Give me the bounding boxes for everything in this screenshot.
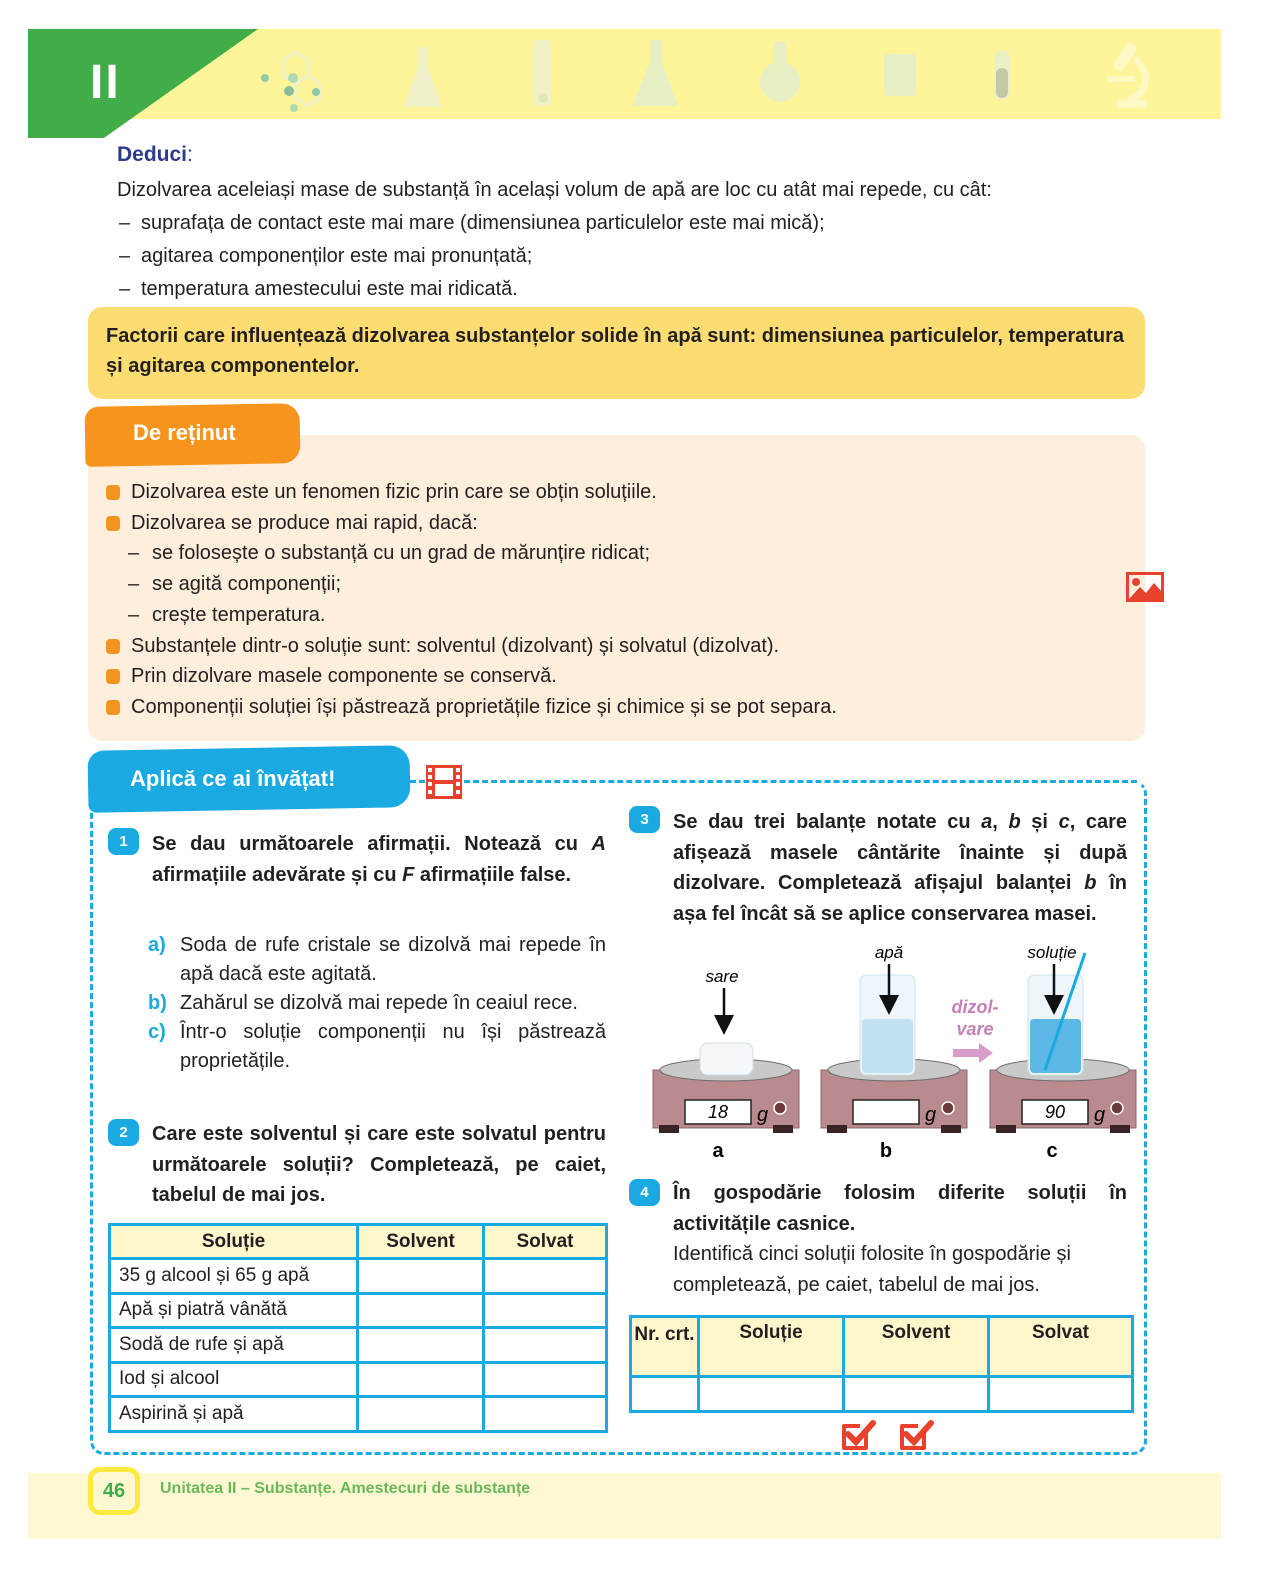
item-text: Zahărul se dizolvă mai repede în ceaiul rece. <box>180 992 578 1014</box>
svg-text:a: a <box>712 1140 724 1162</box>
svg-text:90: 90 <box>1044 1102 1065 1122</box>
q3-text-part: în așa fel încât să se aplice conservarea masei. <box>673 872 1127 925</box>
table-cell <box>358 1293 484 1328</box>
table-row <box>110 1397 607 1432</box>
table-header: Solvent <box>358 1225 484 1259</box>
household-solutions-table <box>629 1315 1134 1413</box>
footer-unit-title: Unitatea II – Substanțe. Amestecuri de substanțe <box>160 1480 531 1497</box>
question-number-badge: 1 <box>108 828 139 855</box>
unit-number: II <box>90 56 121 109</box>
table-cell <box>484 1259 607 1294</box>
balance-scales-illustration <box>645 935 1145 1170</box>
table-cell <box>358 1362 484 1397</box>
table-cell <box>699 1377 844 1412</box>
retinut-title: De reținut <box>133 420 236 445</box>
q3-text-italic: b <box>1008 811 1021 833</box>
table-header: Solvat <box>484 1225 607 1259</box>
microscope-icon <box>1105 40 1155 112</box>
erlenmeyer-flask-icon <box>400 45 445 110</box>
svg-text:soluție: soluție <box>1027 943 1077 962</box>
table-cell <box>484 1362 607 1397</box>
question-3-text <box>673 807 1127 929</box>
table-cell <box>484 1328 607 1363</box>
svg-text:apă: apă <box>874 943 904 962</box>
q1-text-italic: A <box>591 833 606 855</box>
table-cell <box>484 1397 607 1432</box>
thermometer-icon <box>525 38 560 110</box>
table-row <box>110 1362 607 1397</box>
deduci-title: Deduci <box>117 143 188 166</box>
q3-text-italic: c <box>1058 811 1070 833</box>
statement-item <box>148 931 606 989</box>
question-number-badge: 3 <box>629 806 660 833</box>
deduci-colon: : <box>187 143 193 166</box>
table-header-row <box>110 1225 607 1259</box>
q1-text-part: afirmațiile adevărate și cu <box>152 863 403 886</box>
deduci-item: – temperatura amestecului este mai ridicată. <box>117 273 1157 306</box>
statement-item <box>148 989 606 1018</box>
retinut-bullet: Dizolvarea este un fenomen fizic prin care se obțin soluțiile. <box>104 477 1104 508</box>
aplica-title: Aplică ce ai învățat! <box>130 766 336 791</box>
retinut-subitem: – se agită componenții; <box>104 569 1104 600</box>
table-header: Nr. crt. <box>631 1317 699 1377</box>
conclusion-box: Factorii care influențează dizolvarea substanțelor solide în apă sunt: dimensiunea particulelor, temperatura și agitarea componentelor. <box>88 307 1145 399</box>
statement-item <box>148 1018 606 1076</box>
video-icon[interactable] <box>424 763 464 801</box>
deduci-body <box>117 174 1157 306</box>
table-header-row <box>631 1317 1133 1377</box>
q1-text-part: afirmațiile false. <box>414 863 572 886</box>
q3-text-part: Se dau trei balanțe notate cu <box>673 811 982 833</box>
question-4-text <box>673 1178 1127 1300</box>
svg-text:18: 18 <box>707 1102 728 1122</box>
table-cell <box>631 1377 699 1412</box>
checkbox-checked-icon[interactable] <box>898 1418 934 1452</box>
table-row <box>631 1377 1133 1412</box>
checkbox-checked-icon[interactable] <box>840 1418 876 1452</box>
retinut-bullet: Substanțele dintr-o soluție sunt: solventul (dizolvant) și solvatul (dizolvat). <box>104 631 1104 662</box>
retinut-bullet: Prin dizolvare masele componente se conservă. <box>104 661 1104 692</box>
molecule-icon <box>258 40 333 115</box>
table-cell: 35 g alcool și 65 g apă <box>110 1259 358 1294</box>
item-label: c) <box>148 1021 166 1043</box>
svg-text:c: c <box>1046 1140 1058 1162</box>
table-cell <box>844 1377 989 1412</box>
table-header: Soluție <box>699 1317 844 1377</box>
table-row <box>110 1328 607 1363</box>
table-cell <box>989 1377 1133 1412</box>
q4-normal-text: Identifică cinci soluții folosite în gospodărie și completează, pe caiet, tabelul de mai jos. <box>673 1243 1071 1296</box>
svg-text:dizol-: dizol- <box>951 997 999 1017</box>
question-1-items <box>148 931 606 1076</box>
q3-text-part: , <box>992 811 1009 833</box>
table-row <box>110 1259 607 1294</box>
table-cell: Aspirină și apă <box>110 1397 358 1432</box>
item-label: a) <box>148 934 166 956</box>
table-row <box>110 1293 607 1328</box>
round-flask-icon <box>755 40 805 105</box>
aplica-frame-top <box>410 780 1137 783</box>
solutions-table <box>108 1223 608 1433</box>
item-text: Soda de rufe cristale se dizolvă mai repede în apă dacă este agitată. <box>180 934 606 985</box>
table-cell <box>358 1328 484 1363</box>
beaker-icon <box>880 50 920 100</box>
table-cell <box>484 1293 607 1328</box>
table-header: Solvent <box>844 1317 989 1377</box>
arrow-right-icon <box>953 1043 993 1063</box>
deduci-item: – agitarea componenților este mai pronunțată; <box>117 240 1157 273</box>
svg-text:g: g <box>757 1104 769 1126</box>
table-header: Soluție <box>110 1225 358 1259</box>
deduci-item: – suprafața de contact este mai mare (dimensiunea particulelor este mai mică); <box>117 207 1157 240</box>
svg-text:sare: sare <box>705 967 739 986</box>
q3-text-part: , care afișează masele cântărite înainte și după dizolvare. Completează afișajul balanței <box>673 811 1128 894</box>
svg-text:b: b <box>879 1140 893 1162</box>
page-number: 46 <box>88 1467 140 1515</box>
svg-text:g: g <box>1094 1104 1106 1126</box>
question-number-badge: 2 <box>108 1119 139 1146</box>
q3-text-italic: a <box>981 811 993 833</box>
deduci-heading <box>117 143 193 167</box>
table-cell <box>358 1259 484 1294</box>
scale-a <box>653 967 799 1162</box>
q1-text-italic: F <box>402 863 415 886</box>
retinut-subitem: – se folosește o substanță cu un grad de mărunțire ridicat; <box>104 538 1104 569</box>
table-cell: Iod și alcool <box>110 1362 358 1397</box>
table-cell: Apă și piatră vânătă <box>110 1293 358 1328</box>
deduci-intro: Dizolvarea aceleiași mase de substanță în același volum de apă are loc cu atât mai repede, cu cât: <box>117 179 992 201</box>
question-number-badge: 4 <box>629 1179 660 1206</box>
q3-text-italic: b <box>1084 872 1097 894</box>
retinut-subitem: – crește temperatura. <box>104 600 1104 631</box>
svg-text:g: g <box>925 1104 937 1126</box>
test-tube-icon <box>990 48 1015 103</box>
retinut-list <box>104 477 1104 723</box>
item-text: Într-o soluție componenții nu își păstrează proprietățile. <box>180 1021 606 1072</box>
question-2-text: Care este solventul și care este solvatul pentru următoarele soluții? Completează, pe caiet, tabelul de mai jos. <box>152 1123 606 1206</box>
scale-b <box>821 943 967 1162</box>
q3-text-part: și <box>1020 811 1059 833</box>
table-header: Solvat <box>989 1317 1133 1377</box>
retinut-bullet: Dizolvarea se produce mai rapid, dacă: <box>104 508 1104 539</box>
erlenmeyer-flask-icon <box>630 38 680 110</box>
svg-text:vare: vare <box>956 1019 994 1039</box>
item-label: b) <box>148 992 167 1014</box>
scale-c <box>990 943 1136 1162</box>
table-cell <box>358 1397 484 1432</box>
table-cell: Sodă de rufe și apă <box>110 1328 358 1363</box>
retinut-bullet: Componenții soluției își păstrează proprietățile fizice și chimice și se pot separa. <box>104 692 1104 723</box>
q4-bold-text: În gospodărie folosim diferite soluții în activitățile casnice. <box>673 1182 1127 1235</box>
question-1-text <box>152 829 606 890</box>
image-icon[interactable] <box>1126 572 1164 602</box>
q1-text-part: Se dau următoarele afirmații. Notează cu <box>152 833 592 855</box>
